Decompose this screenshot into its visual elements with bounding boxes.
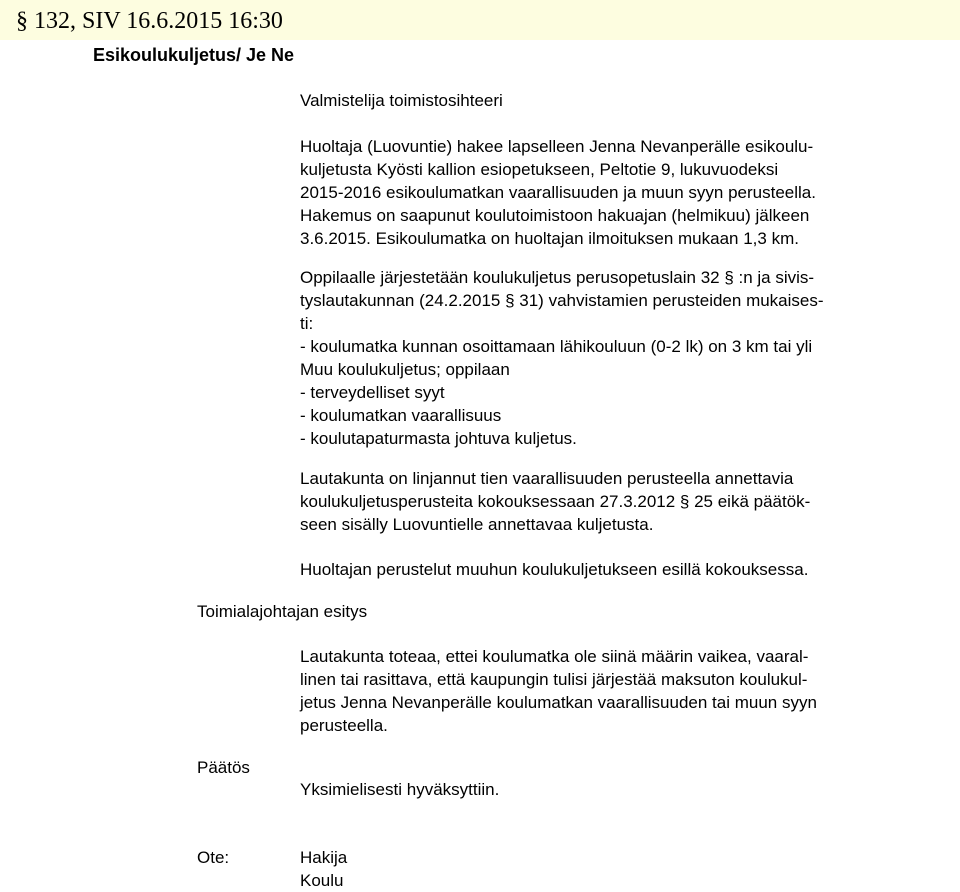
paragraph-line: - koulutapaturmasta johtuva kuljetus. [300, 429, 577, 448]
paragraph-line: - koulumatkan vaarallisuus [300, 406, 502, 425]
paragraph-line: seen sisälly Luovuntielle annettavaa kuljetusta. [300, 515, 654, 534]
paragraph-application [300, 135, 930, 250]
decision-text [300, 778, 930, 801]
proposal-line: Lautakunta toteaa, ettei koulumatka ole siinä määrin vaikea, vaaral- [300, 647, 809, 666]
paragraph-line: ti: [300, 314, 314, 333]
paragraph-line: koulukuljetusperusteita kokouksessaan 27.3.2012 § 25 eikä päätök- [300, 492, 811, 511]
preparer-text: Valmistelija toimistosihteeri [300, 91, 503, 110]
paragraph-board-policy [300, 467, 930, 536]
paragraph-line: - terveydelliset syyt [300, 383, 445, 402]
paragraph-guardian-reasons [300, 558, 930, 581]
proposal-line: linen tai rasittava, että kaupungin tulisi järjestää maksuton koulukul- [300, 670, 808, 689]
distribution-label: Ote: [197, 848, 230, 867]
proposal-label: Toimialajohtajan esitys [197, 602, 368, 621]
paragraph-line: tyslautakunnan (24.2.2015 § 31) vahvistamien perusteiden mukaises- [300, 291, 824, 310]
section-heading: § 132, SIV 16.6.2015 16:30 [16, 8, 283, 34]
distribution-recipients [300, 846, 930, 892]
paragraph-line: Huoltaja (Luovuntie) hakee lapselleen Jenna Nevanperälle esikoulu- [300, 137, 814, 156]
paragraph-transport-rules [300, 266, 930, 450]
proposal-line: perusteella. [300, 716, 388, 735]
recipient: Hakija [300, 848, 348, 867]
decision-label: Päätös [197, 758, 250, 777]
paragraph-line: kuljetusta Kyösti kallion esiopetukseen, Peltotie 9, lukuvuodeksi [300, 160, 779, 179]
decision-line: Yksimielisesti hyväksyttiin. [300, 780, 500, 799]
paragraph-line: 3.6.2015. Esikoulumatka on huoltajan ilmoituksen mukaan 1,3 km. [300, 229, 799, 248]
paragraph-line: Hakemus on saapunut koulutoimistoon hakuajan (helmikuu) jälkeen [300, 206, 810, 225]
proposal-text [300, 645, 930, 737]
recipient: Koulu [300, 871, 344, 890]
proposal-line: jetus Jenna Nevanperälle koulumatkan vaarallisuuden tai muun syyn [300, 693, 817, 712]
paragraph-line: Lautakunta on linjannut tien vaarallisuuden perusteella annettavia [300, 469, 794, 488]
subject-title: Esikoulukuljetus/ Je Ne [93, 45, 295, 65]
paragraph-line: - koulumatka kunnan osoittamaan lähikouluun (0-2 lk) on 3 km tai yli [300, 337, 813, 356]
paragraph-line: Huoltajan perustelut muuhun koulukuljetukseen esillä kokouksessa. [300, 560, 809, 579]
paragraph-line: Oppilaalle järjestetään koulukuljetus perusopetuslain 32 § :n ja sivis- [300, 268, 815, 287]
paragraph-line: 2015-2016 esikoulumatkan vaarallisuuden ja muun syyn perusteella. [300, 183, 816, 202]
preparer-line [300, 89, 930, 112]
paragraph-line: Muu koulukuljetus; oppilaan [300, 360, 510, 379]
